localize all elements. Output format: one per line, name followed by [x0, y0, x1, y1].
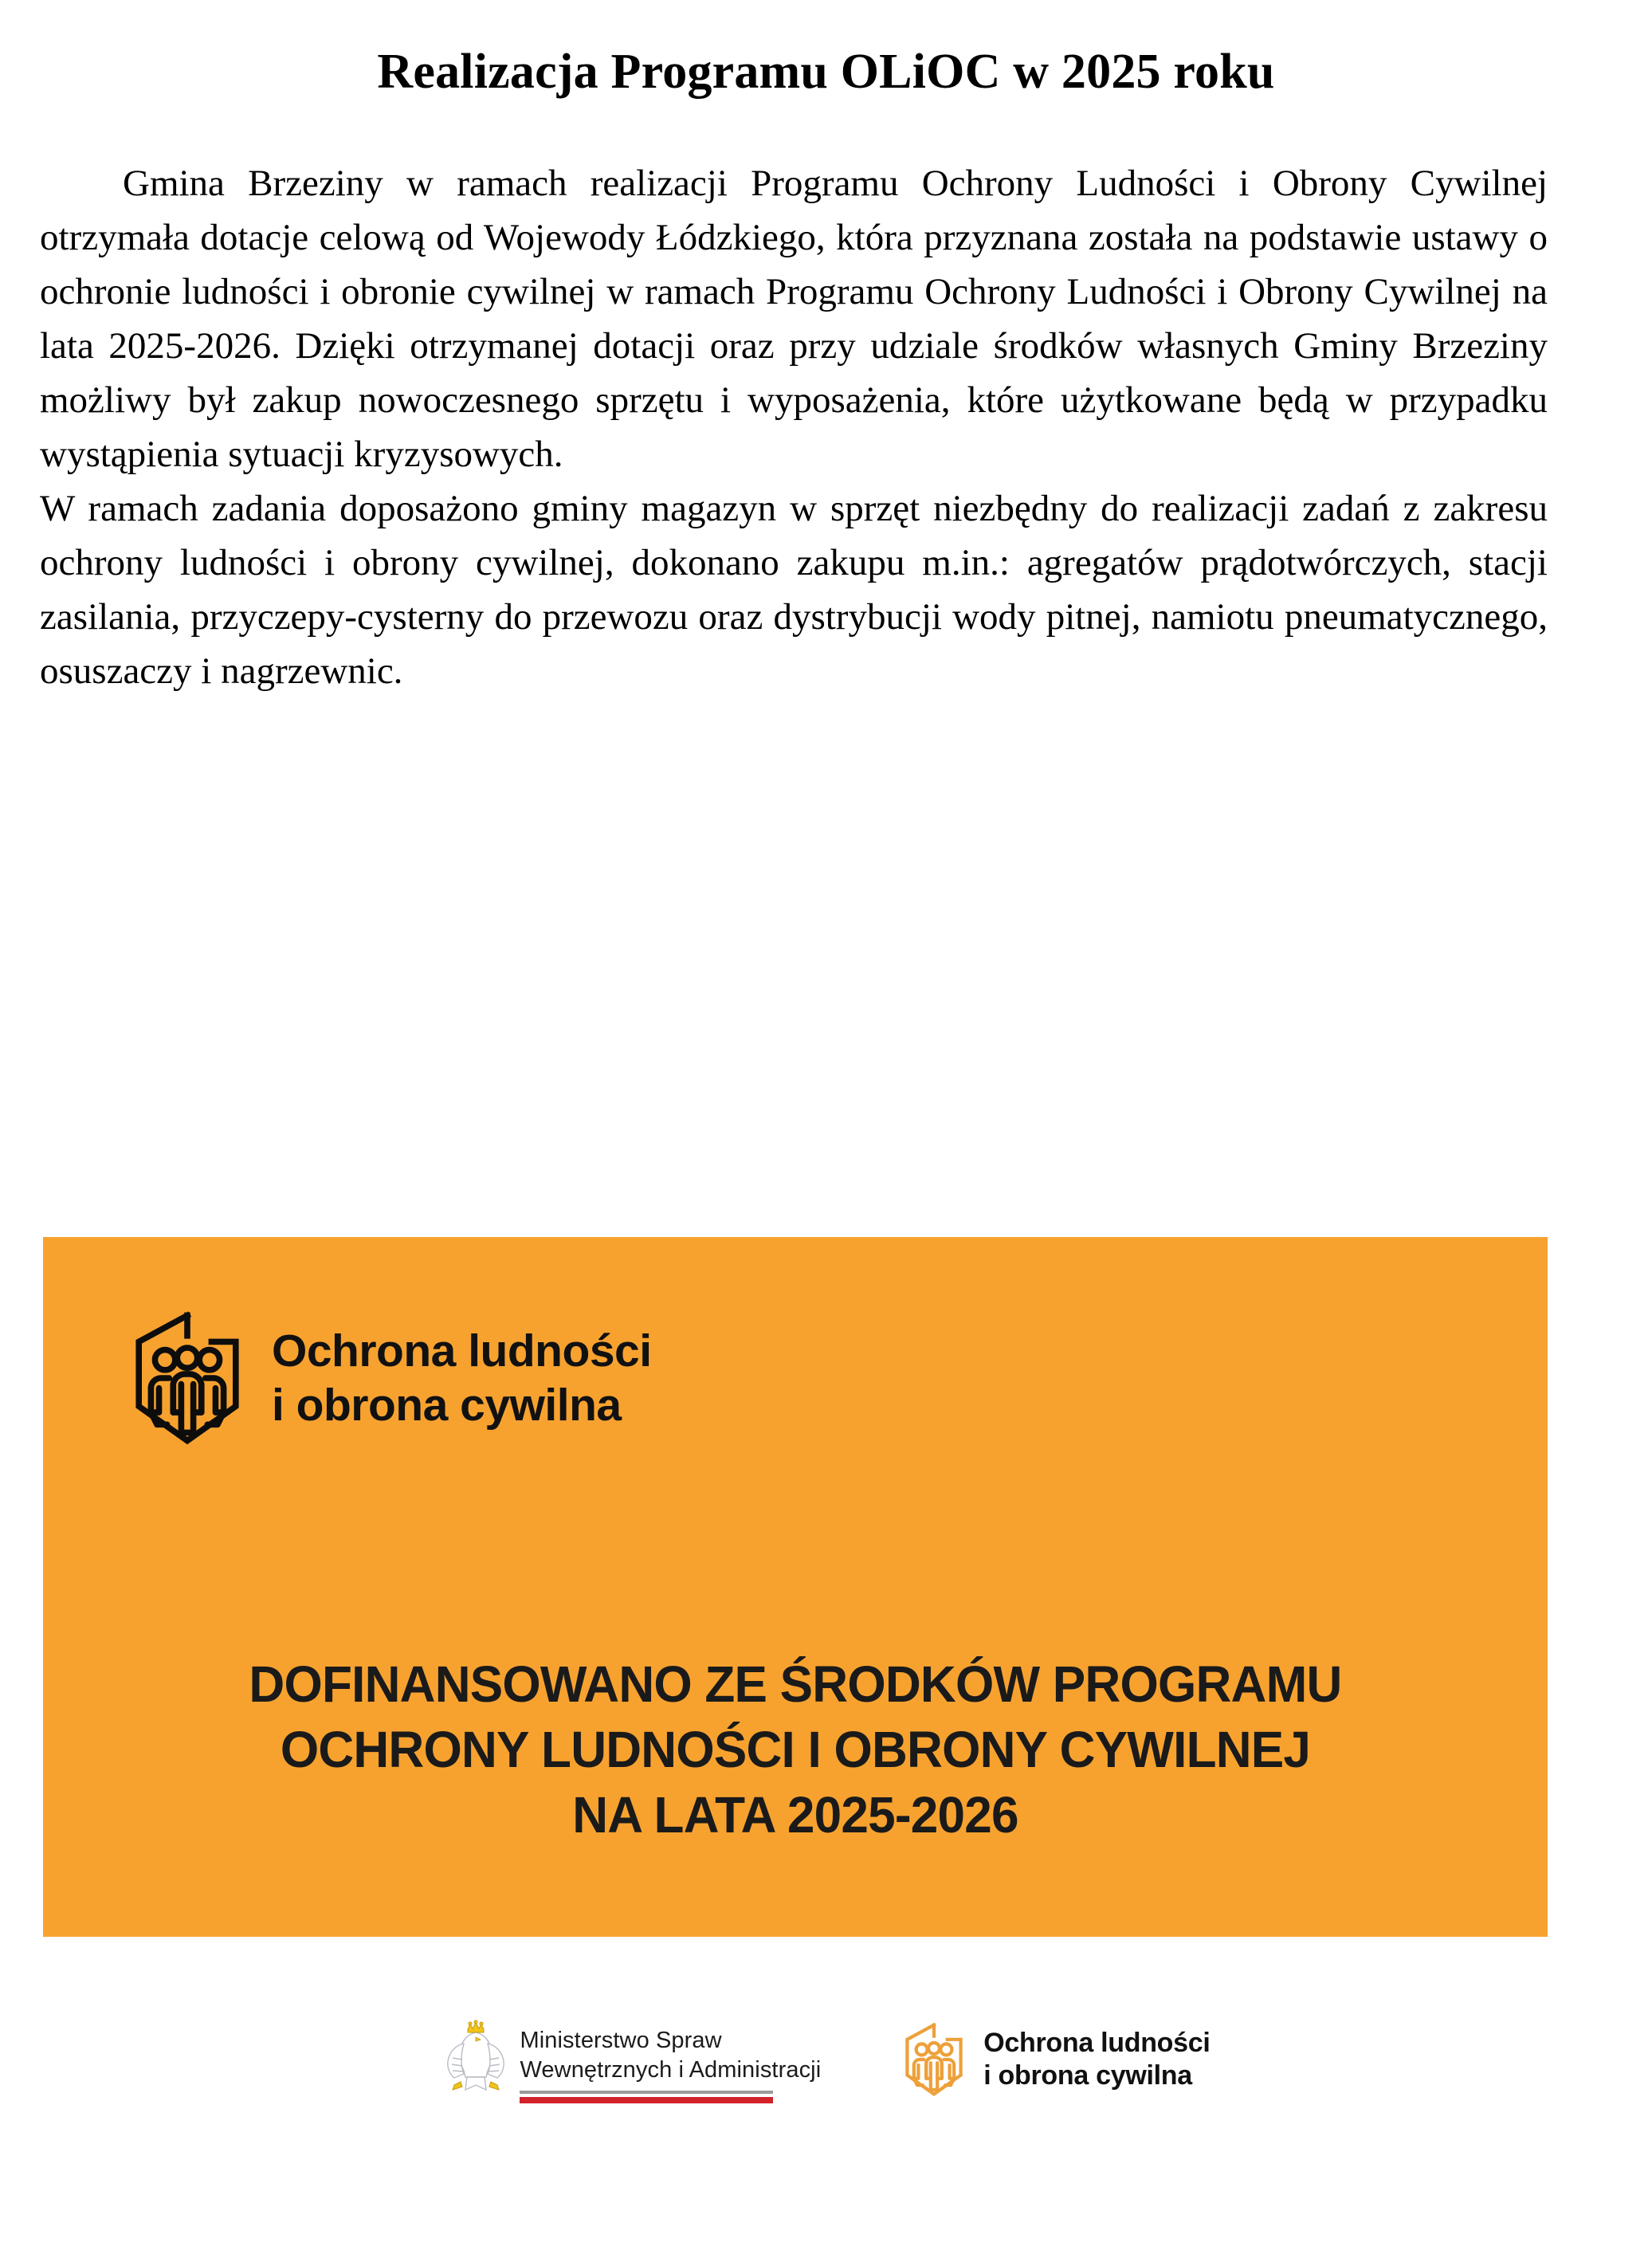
document-body [40, 156, 1548, 698]
banner-headline-line-2: OCHRONY LUDNOŚCI I OBRONY CYWILNEJ [280, 1721, 1311, 1778]
ministry-line-1: Ministerstwo Spraw [520, 2028, 722, 2053]
paragraph-2: W ramach zadania doposażono gminy magazyn w sprzęt niezbędny do realizacji zadań z zakresu ochrony ludności i obrony cywilnej, dokonano zakupu m.in.: agregatów prądotwórczych, stacji zasilania, przyczepy-cysterny do przewozu oraz dystrybucji wody pitnej, namiotu pneumatycznego, osuszaczy i nagrzewnic. [40, 488, 1548, 692]
ministry-line-2: Wewnętrznych i Administracji [520, 2057, 822, 2083]
banner-headline [65, 1651, 1524, 1848]
funding-banner [43, 1237, 1548, 1937]
ministry-rule-red [520, 2097, 773, 2103]
olioc-footer-line-1: Ochrona ludności [983, 2027, 1211, 2058]
banner-logo-line-1: Ochrona ludności [272, 1325, 652, 1376]
ministry-text-block [520, 2015, 821, 2103]
ministry-logo [441, 2015, 821, 2103]
banner-logo-line-2: i obrona cywilna [272, 1380, 622, 1431]
banner-headline-line-1: DOFINANSOWANO ZE ŚRODKÓW PROGRAMU [249, 1655, 1342, 1713]
footer-logos [0, 2015, 1652, 2103]
page-title: Realizacja Programu OLiOC w 2025 roku [377, 44, 1275, 99]
olioc-footer-wordmark [983, 2027, 1210, 2092]
olioc-footer-logo [901, 2020, 1210, 2099]
banner-headline-line-3: NA LATA 2025-2026 [572, 1786, 1018, 1844]
olioc-footer-line-2: i obrona cywilna [983, 2060, 1192, 2091]
paragraph-1: Gmina Brzeziny w ramach realizacji Programu Ochrony Ludności i Obrony Cywilnej otrzymała dotacje celową od Wojewody Łódzkiego, która przyznana została na podstawie ustawy o ochronie ludności i obronie cywilnej w ramach Programu Ochrony Ludności i Obrony Cywilnej na lata 2025-2026. Dzięki otrzymanej dotacji oraz przy udziale środków własnych Gminy Brzeziny możliwy był zakup nowoczesnego sprzętu i wyposażenia, które użytkowane będą w przypadku wystąpienia sytuacji kryzysowych. [40, 163, 1548, 475]
ministry-rule-grey [520, 2091, 773, 2094]
polish-eagle-emblem-icon [441, 2016, 510, 2099]
ministry-rules [520, 2091, 821, 2103]
ochrona-ludnosci-shield-icon [127, 1307, 248, 1449]
banner-logo [127, 1307, 652, 1449]
banner-logo-wordmark [272, 1324, 652, 1432]
ochrona-ludnosci-shield-icon [901, 2020, 967, 2099]
